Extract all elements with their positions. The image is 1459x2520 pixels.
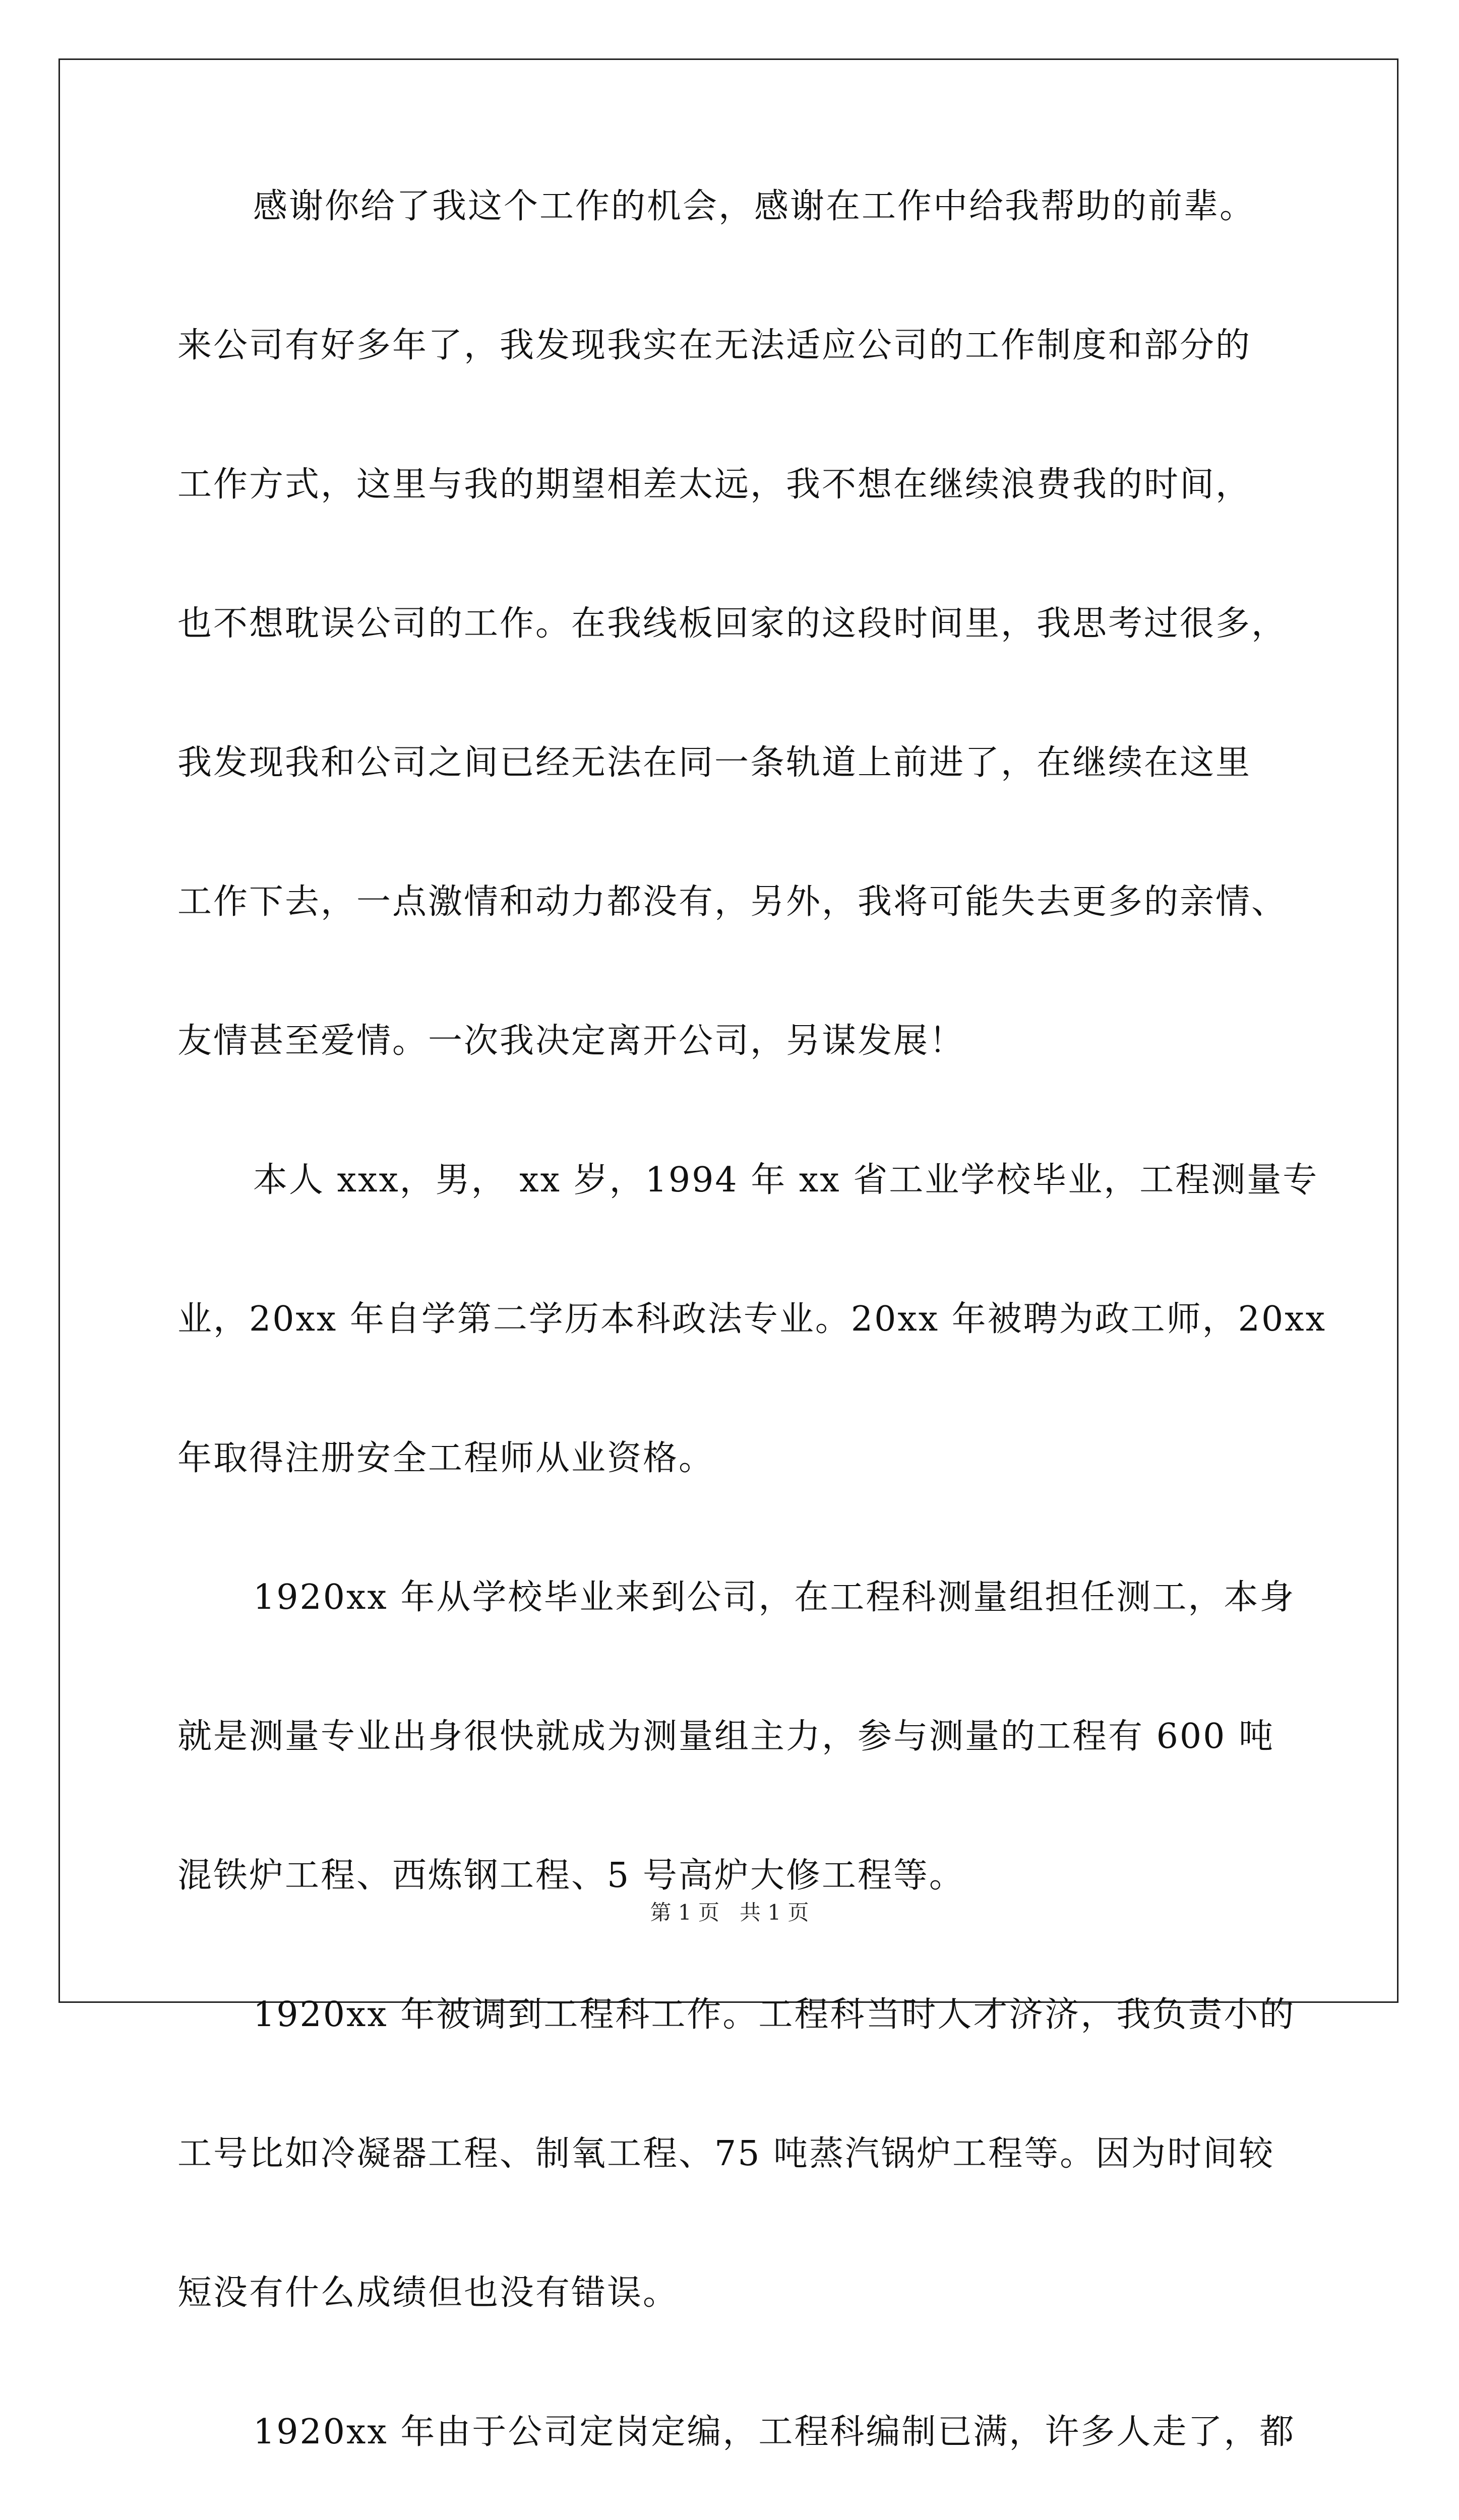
text-line: 本人 xxx，男， xx 岁，1994 年 xx 省工业学校毕业，工程测量专	[253, 1160, 1319, 1200]
text-line: 短没有什么成绩但也没有错误。	[177, 2273, 679, 2313]
text-line: 工号比如冷凝器工程、制氧工程、75 吨蒸汽锅炉工程等。因为时间较	[177, 2134, 1275, 2174]
text-line: 感谢你给了我这个工作的机会，感谢在工作中给我帮助的前辈。	[253, 186, 1256, 226]
text-line: 业，20xx 年自学第二学历本科政法专业。20xx 年被聘为政工师，20xx	[177, 1299, 1326, 1339]
text-line: 1920xx 年从学校毕业来到公司，在工程科测量组担任测工，本身	[253, 1578, 1296, 1617]
text-line: 我发现我和公司之间已经无法在同一条轨道上前进了，在继续在这里	[177, 743, 1252, 783]
text-line: 友情甚至爱情。一次我决定离开公司，另谋发展！	[177, 1021, 965, 1061]
text-line: 工作下去，一点激情和动力都没有，另外，我将可能失去更多的亲情、	[177, 882, 1288, 922]
text-line: 工作方式，这里与我的期望相差太远，我不想在继续浪费我的时间，	[177, 465, 1252, 505]
text-line: 混铁炉工程、西炼钢工程、5 号高炉大修工程等。	[177, 1856, 965, 1896]
text-line: 也不想耽误公司的工作。在我线板回家的这段时间里，我思考过很多，	[177, 604, 1288, 644]
text-line: 1920xx 年被调到工程科工作。工程科当时人才济济，我负责小的	[253, 1995, 1296, 2035]
page-total: 共 1 页	[740, 1900, 809, 1925]
text-line: 就是测量专业出身很快就成为测量组主力，参与测量的工程有 600 吨	[177, 1717, 1275, 1756]
page-number: 第 1 页	[650, 1900, 719, 1925]
text-line: 1920xx 年由于公司定岗定编，工程科编制已满，许多人走了，都	[253, 2412, 1296, 2452]
footer-separator	[719, 1900, 740, 1925]
document-body	[177, 186, 1326, 2520]
text-line: 年取得注册安全工程师从业资格。	[177, 1438, 715, 1478]
text-line: 来公司有好多年了，我发现我实在无法适应公司的工作制度和部分的	[177, 326, 1252, 365]
page-footer	[0, 1900, 1459, 1925]
